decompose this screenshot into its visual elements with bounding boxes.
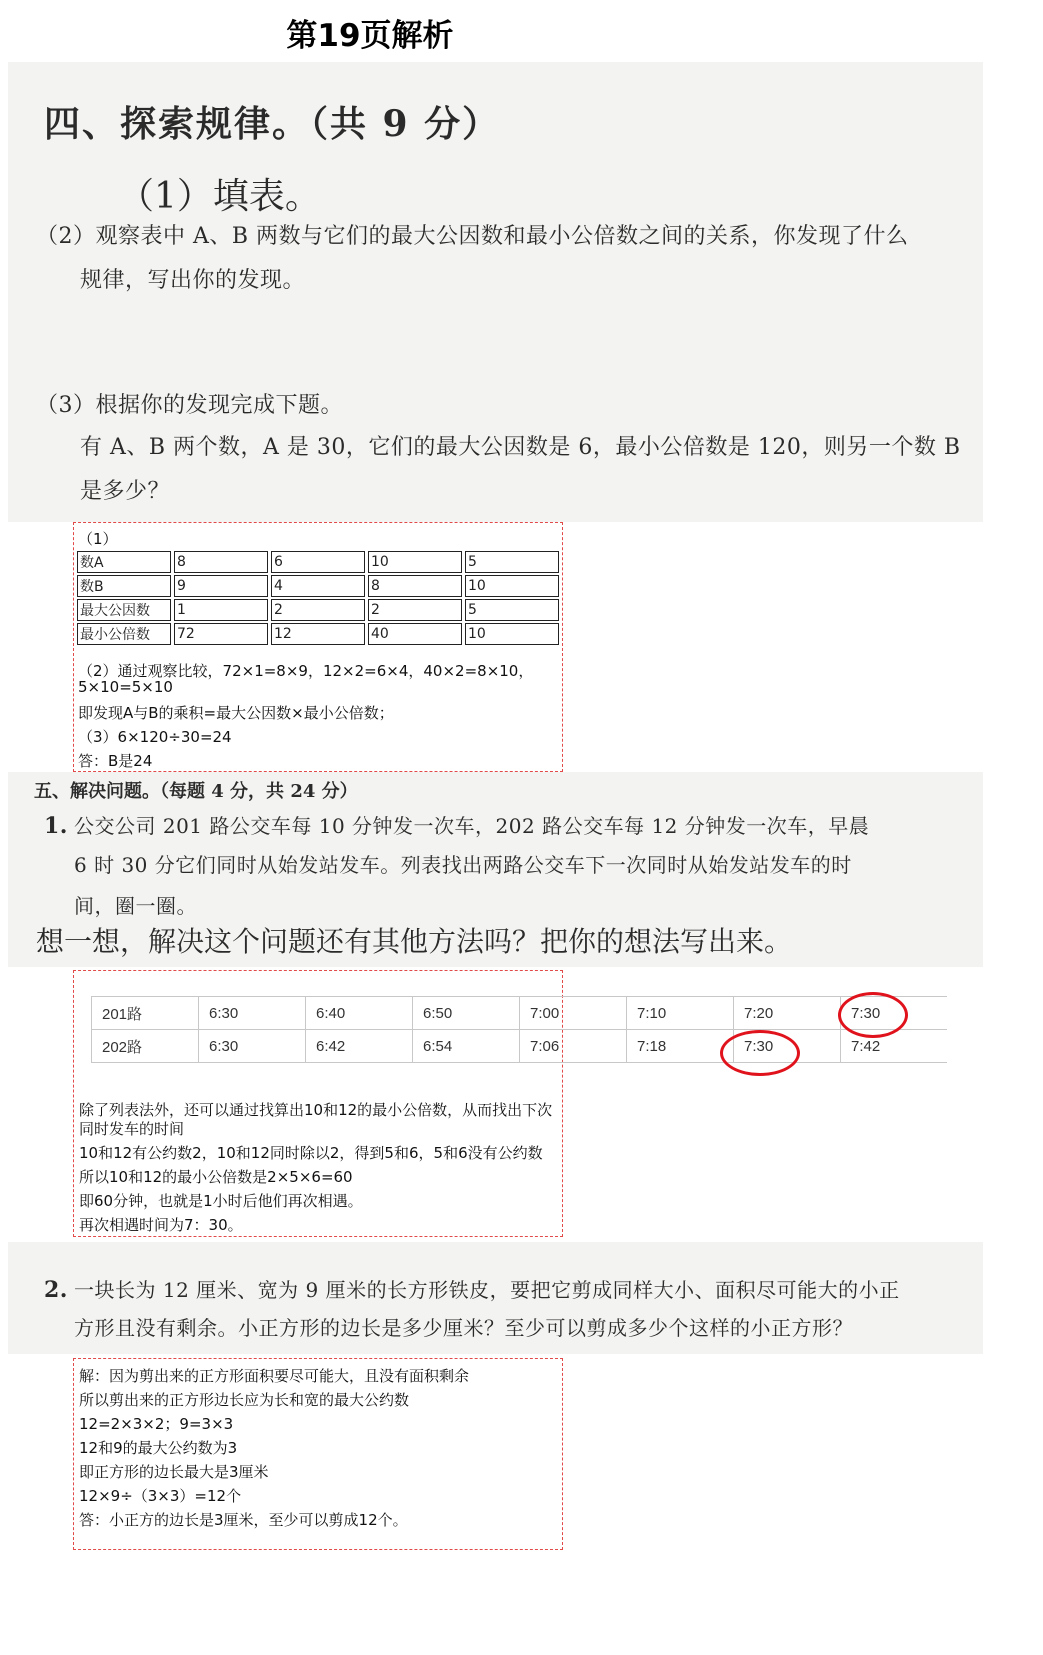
answer3-line: 解：因为剪出来的正方形面积要尽可能大，且没有面积剩余 [79,1367,470,1385]
table-cell: 2 [368,599,462,621]
problem1-number: 1. [44,813,68,839]
answer1-line: 5×10=5×10 [78,678,173,696]
bus-schedule-table [91,996,947,1063]
table-cell: 7:18 [627,1030,734,1063]
answer-box-3 [73,1358,563,1550]
table-cell: 10 [465,575,559,597]
table-cell: 9 [174,575,268,597]
table-cell: 数B [77,575,171,597]
table-cell: 1 [174,599,268,621]
answer3-line: 12和9的最大公约数为3 [79,1439,238,1457]
answer1-line: 即发现A与B的乘积=最大公因数×最小公倍数； [78,704,394,722]
problem2-line1: 一块长为 12 厘米、宽为 9 厘米的长方形铁皮，要把它剪成同样大小、面积尽可能大的小正 [74,1278,900,1302]
answer1-line: 答：B是24 [78,752,153,770]
section4-q3-line3: 是多少？ [80,479,171,504]
table-cell: 5 [465,551,559,573]
table-cell: 6:54 [413,1030,520,1063]
table-cell: 2 [271,599,365,621]
section4-q3-line2: 有 A、B 两个数，A 是 30，它们的最大公因数是 6，最小公倍数是 120，则另一个数 B [80,435,961,460]
answer3-line: 12=2×3×2；9=3×3 [79,1415,234,1433]
table-cell: 7:30 [734,1030,841,1063]
problem1-line1: 公交公司 201 路公交车每 10 分钟发一次车，202 路公交车每 12 分钟发一次车，早晨 [74,814,870,838]
table-cell: 6:42 [306,1030,413,1063]
table-cell: 10 [465,623,559,645]
answer-box-1 [73,522,563,772]
table-cell: 7:30 [841,997,948,1030]
answer3-line: 答：小正方的边长是3厘米，至少可以剪成12个。 [79,1511,408,1529]
fill-table [74,549,562,647]
answer2-line: 再次相遇时间为7：30。 [79,1216,243,1234]
circle-mark-201 [838,992,908,1038]
section5-heading: 五、解决问题。（每题 4 分，共 24 分） [34,781,358,802]
section4-q1: （1）填表。 [118,176,321,217]
problem1-line3: 间，圈一圈。 [74,894,197,918]
table-cell: 72 [174,623,268,645]
table-cell: 7:06 [520,1030,627,1063]
problem2-line2: 方形且没有剩余。小正方形的边长是多少厘米？至少可以剪成多少个这样的小正方形？ [74,1316,853,1340]
answer3-line: 12×9÷（3×3）=12个 [79,1487,242,1505]
table-cell: 6:50 [413,997,520,1030]
table-row [92,997,948,1030]
circle-mark-202 [720,1030,800,1076]
table-row [92,1030,948,1063]
problem1-line2: 6 时 30 分它们同时从始发站发车。列表找出两路公交车下一次同时从始发站发车的时 [74,853,852,877]
table-cell: 6:30 [199,997,306,1030]
table-cell: 最小公倍数 [77,623,171,645]
table-row [77,551,559,573]
table-cell: 12 [271,623,365,645]
section4-q2-line1: （2）观察表中 A、B 两数与它们的最大公因数和最小公倍数之间的关系，你发现了什么 [36,224,909,249]
table-cell: 7:10 [627,997,734,1030]
page-title: 第19页解析 [286,18,454,54]
table-cell: 7:20 [734,997,841,1030]
table-row [77,575,559,597]
answer1-line: （2）通过观察比较，72×1=8×9，12×2=6×4，40×2=8×10， [78,662,534,680]
table-cell: 201路 [92,997,199,1030]
table-cell: 202路 [92,1030,199,1063]
problem2-number: 2. [44,1277,68,1303]
section4-heading: 四、探索规律。（共 9 分） [44,103,501,145]
table-cell: 6:30 [199,1030,306,1063]
table-cell: 10 [368,551,462,573]
answer2-line: 即60分钟，也就是1小时后他们再次相遇。 [79,1192,363,1210]
answer1-line: （3）6×120÷30=24 [78,728,232,746]
answer3-line: 即正方形的边长最大是3厘米 [79,1463,269,1481]
table-cell: 40 [368,623,462,645]
section4-q3-line1: （3）根据你的发现完成下题。 [36,393,343,418]
table-cell: 5 [465,599,559,621]
table-cell: 4 [271,575,365,597]
table-cell: 8 [174,551,268,573]
table-cell: 6 [271,551,365,573]
answer2-line: 所以10和12的最小公倍数是2×5×6=60 [79,1168,353,1186]
answer3-line: 所以剪出来的正方形边长应为长和宽的最大公约数 [79,1391,410,1409]
answer2-line: 同时发车的时间 [79,1120,185,1138]
table-cell: 最大公因数 [77,599,171,621]
answer1-label: （1） [78,530,118,548]
table-row [77,623,559,645]
table-cell: 8 [368,575,462,597]
problem1-think: 想一想，解决这个问题还有其他方法吗？把你的想法写出来。 [36,925,793,958]
table-cell: 6:40 [306,997,413,1030]
table-cell: 数A [77,551,171,573]
answer2-line: 10和12有公约数2，10和12同时除以2，得到5和6，5和6没有公约数 [79,1144,543,1162]
table-cell: 7:42 [841,1030,948,1063]
section4-q2-line2: 规律，写出你的发现。 [80,268,306,293]
table-row [77,599,559,621]
answer2-line: 除了列表法外，还可以通过找算出10和12的最小公倍数，从而找出下次 [79,1101,553,1119]
table-cell: 7:00 [520,997,627,1030]
